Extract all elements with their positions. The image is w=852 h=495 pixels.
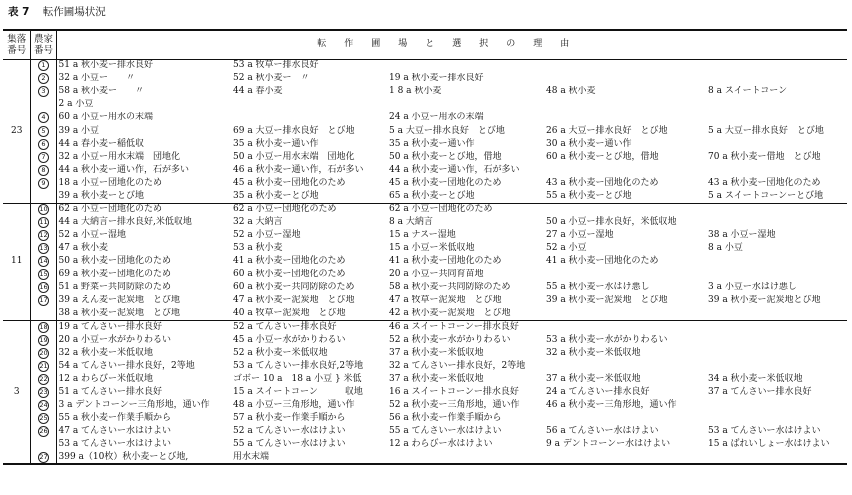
reason-cell-2: 53 a てんさいー排水良好,2等地: [233, 360, 364, 371]
reason-cell-1: 39 a 秋小麦ーとび地: [56, 190, 231, 203]
reason-cell-1: 44 a 春小麦ー稲低収: [58, 138, 145, 149]
farm-number-badge: 19: [39, 335, 48, 344]
reason-cell-3: 42 a 秋小麦ー泥炭地 とび地: [387, 308, 544, 321]
reason-cell-4: 56 a てんさいー水はけよい: [546, 425, 659, 436]
reason-cell-5: [706, 112, 847, 125]
reason-cell-4: 27 a 小豆ー湿地: [546, 230, 614, 241]
table-row: [3, 295, 847, 308]
reason-cell-2: 47 a 秋小麦ー泥炭地 とび地: [233, 295, 355, 306]
farm-number: [30, 438, 56, 451]
table-row: [3, 425, 847, 438]
reason-cell-5: [706, 138, 847, 151]
reason-cell-1: 399 a（10枚）秋小麦ーとび地,: [56, 451, 231, 464]
reason-cell-3: 16 a スイートコーンー排水良好: [389, 386, 519, 397]
reason-cell-1: 50 a 秋小麦ー団地化のため: [58, 256, 172, 267]
reason-cell-4: 48 a 秋小麦: [546, 86, 596, 97]
reason-cell-1: 39 a 小豆: [58, 125, 100, 136]
reason-cell-2: 32 a 大納言: [233, 216, 283, 227]
reason-cell-4: [544, 451, 706, 464]
farm-number-badge: 27: [39, 452, 48, 461]
reason-cell-4: 24 a てんさいー排水良好: [546, 386, 650, 397]
farm-number-badge: 5: [38, 126, 49, 137]
farm-number: [30, 60, 56, 73]
reason-cell-1: 18 a 小豆ー団地化のため: [58, 177, 163, 188]
reason-cell-2: 60 a 秋小麦ー団地化のため: [233, 269, 346, 280]
table-row: [3, 282, 847, 295]
farm-number-badge: 2: [38, 73, 49, 84]
reason-cell-1: 19 a てんさいー排水良好: [58, 321, 163, 332]
reason-cell-2: 55 a てんさいー水はけよい: [233, 439, 346, 450]
reason-cell-5: [706, 164, 847, 177]
farm-number: [30, 295, 56, 308]
reason-cell-5: [706, 399, 847, 412]
reason-cell-5: [706, 360, 847, 373]
reason-cell-2: 41 a 秋小麦ー団地化のため: [233, 256, 346, 267]
farm-number: [30, 425, 56, 438]
farm-number: [30, 255, 56, 268]
table-row: [3, 412, 847, 425]
reason-cell-3: 47 a 牧草ー泥炭地 とび地: [389, 295, 502, 306]
table-row: [3, 451, 847, 464]
table-row: [3, 438, 847, 451]
farm-number-badge: 6: [38, 139, 49, 150]
reason-cell-2: 48 a 小豆ー三角形地，通い作: [233, 399, 355, 410]
reason-cell-3: 46 a スイートコーンー排水良好: [389, 321, 519, 332]
table-body: [3, 60, 847, 465]
village-number: 11: [3, 203, 30, 321]
reason-cell-5: 8 a 小豆: [708, 243, 743, 254]
farm-number: [30, 269, 56, 282]
table-row: [3, 321, 847, 334]
reason-cell-1: 39 a えん麦ー泥炭地 とび地: [58, 295, 181, 306]
table-row: [3, 86, 847, 99]
reason-cell-3: 41 a 秋小麦ー団地化のため: [389, 256, 502, 267]
reason-cell-3: 32 a てんさいー排水良好，2等地: [389, 360, 526, 371]
farm-number: [30, 164, 56, 177]
table-row: [3, 373, 847, 386]
table-row: [3, 269, 847, 282]
reason-cell-3: 56 a 秋小麦ー作業手順から: [389, 412, 502, 423]
header-farm-number: 農家 番号: [30, 30, 56, 60]
reason-cell-3: [387, 60, 544, 73]
farm-number: [30, 242, 56, 255]
reason-cell-3: 15 a 小豆ー米低収地: [389, 243, 475, 254]
reason-cell-1: 51 a てんさいー排水良好: [58, 386, 163, 397]
farm-number: [30, 399, 56, 412]
table-row: [3, 255, 847, 268]
reason-cell-4: 43 a 秋小麦ー団地化のため: [546, 177, 659, 188]
reason-cell-2: 50 a 小豆ー用水末端 団地化: [233, 151, 355, 162]
reason-cell-3: 52 a 秋小麦ー三角形地，通い作: [389, 399, 520, 410]
reason-cell-5: [706, 216, 847, 229]
farm-number: [30, 451, 56, 464]
reason-cell-4: 26 a 大豆ー排水良好 とび地: [546, 125, 668, 136]
farm-number: [30, 321, 56, 334]
reason-cell-5: [706, 334, 847, 347]
reason-cell-1: 52 a 小豆ー湿地: [58, 230, 127, 241]
farm-number: [30, 386, 56, 399]
reason-cell-4: 53 a 秋小麦ー水がかりわるい: [546, 334, 668, 345]
reason-cell-2: 45 a 小豆ー水がかりわるい: [233, 334, 346, 345]
farm-number-badge: 9: [38, 178, 49, 189]
reason-cell-2: 46 a 秋小麦ー通い作，石が多い: [233, 164, 364, 175]
table-row: [3, 308, 847, 321]
table-row: [3, 151, 847, 164]
farm-number-badge: 17: [39, 296, 48, 305]
reason-cell-1: 54 a てんさいー排水良好，2等地: [58, 360, 195, 371]
reason-cell-4: 55 a 秋小麦ーとび地: [544, 190, 706, 203]
reason-cell-4: 41 a 秋小麦ー団地化のため: [546, 256, 659, 267]
farm-number: [30, 308, 56, 321]
farm-number-badge: 11: [39, 217, 48, 226]
farm-number-badge: 20: [39, 348, 48, 357]
reason-cell-4: [544, 112, 706, 125]
reason-cell-4: 60 a 秋小麦ーとび地，借地: [546, 151, 659, 162]
reason-cell-1: 69 a 秋小麦ー団地化のため: [58, 269, 172, 280]
reason-cell-5: [706, 73, 847, 86]
farm-number-badge: 22: [39, 374, 48, 383]
farm-number: [30, 73, 56, 86]
farm-number: [30, 99, 56, 112]
reason-cell-1: 55 a 秋小麦ー作業手順から: [58, 412, 172, 423]
farm-number: [30, 216, 56, 229]
farm-number-badge: 7: [38, 152, 49, 163]
reason-cell-2: 69 a 大豆ー排水良好 とび地: [233, 125, 355, 136]
reason-cell-4: [544, 203, 706, 216]
table-row: [3, 164, 847, 177]
reason-cell-2: 45 a 秋小麦ー団地化のため: [233, 177, 346, 188]
reason-cell-1: 38 a 秋小麦ー泥炭地 とび地: [56, 308, 231, 321]
reason-cell-3: 52 a 秋小麦ー水がかりわるい: [389, 334, 511, 345]
reason-cell-1: 44 a 大納言ー排水良好,米低収地: [58, 216, 192, 227]
farm-number: [30, 138, 56, 151]
farm-number-badge: 25: [39, 413, 48, 422]
table-row: [3, 177, 847, 190]
reason-cell-5: [706, 412, 847, 425]
reason-cell-3: 55 a てんさいー水はけよい: [389, 425, 502, 436]
reason-cell-1: 51 a 野菜ー共同防除のため: [58, 282, 172, 293]
reason-cell-3: 5 a 大豆ー排水良好 とび地: [389, 125, 505, 136]
header-row: [3, 30, 847, 60]
reason-cell-4: [544, 412, 706, 425]
reason-cell-5: 3 a 小豆ー水はけ悪し: [708, 282, 797, 293]
reason-cell-5: 39 a 秋小麦ー泥炭地とび地: [708, 295, 821, 306]
farm-number-badge: 10: [39, 205, 48, 214]
reason-cell-4: 50 a 小豆ー排水良好，米低収地: [546, 216, 677, 227]
farm-number: [30, 125, 56, 138]
reason-cell-4: [544, 164, 706, 177]
header-reason: 転作圃場と選択の理由: [56, 30, 847, 60]
reason-cell-5: 5 a スイートコーンーとび地: [706, 190, 847, 203]
reason-cell-1: 12 a わらびー米低収地: [58, 373, 154, 384]
farm-number: [30, 203, 56, 216]
reason-cell-5: [706, 203, 847, 216]
reason-cell-5: 70 a 秋小麦ー借地 とび地: [708, 151, 821, 162]
farm-number: [30, 282, 56, 295]
farm-number: [30, 229, 56, 242]
reason-cell-4: [544, 308, 706, 321]
table-row: [3, 203, 847, 216]
reason-cell-2: 57 a 秋小麦ー作業手順から: [233, 412, 346, 423]
farm-number-badge: 8: [38, 165, 49, 176]
reason-cell-3: [387, 451, 544, 464]
reason-cell-1: 2 a 小豆: [58, 99, 94, 110]
farm-number-badge: 26: [39, 426, 48, 435]
farm-number: [30, 347, 56, 360]
reason-cell-1: 44 a 秋小麦ー通い作，石が多い: [58, 164, 190, 175]
reason-cell-2: 35 a 秋小麦ー通い作: [233, 138, 319, 149]
reason-cell-4: 30 a 秋小麦ー通い作: [546, 138, 632, 149]
farm-number-badge: 12: [39, 231, 48, 240]
reason-cell-5: 8 a スイートコーン: [708, 86, 788, 97]
farm-number-badge: 18: [39, 322, 48, 331]
farm-number-badge: 23: [39, 387, 48, 396]
farm-number: [30, 112, 56, 125]
reason-cell-5: [706, 99, 847, 112]
table-row: [3, 229, 847, 242]
reason-cell-1: 3 a デントコーンー三角形地，通い作: [58, 399, 210, 410]
farm-number-badge: 3: [38, 86, 49, 97]
reason-cell-1: 32 a 秋小麦ー米低収地: [58, 347, 154, 358]
farm-number: [30, 360, 56, 373]
reason-cell-2: ゴボー 10 a 18 a 小豆 } 米低: [233, 373, 362, 384]
reason-cell-3: 37 a 秋小麦ー米低収地: [389, 373, 484, 384]
reason-cell-5: [706, 321, 847, 334]
reason-cell-2: 52 a 小豆ー湿地: [233, 230, 301, 241]
reason-cell-5: [706, 269, 847, 282]
reason-cell-3: 65 a 秋小麦ーとび地: [387, 190, 544, 203]
reason-cell-3: 44 a 秋小麦ー通い作，石が多い: [389, 164, 520, 175]
farm-number: [30, 373, 56, 386]
table-row: [3, 99, 847, 112]
reason-cell-3: 20 a 小豆ー共同育苗地: [389, 269, 484, 280]
reason-cell-3: 58 a 秋小麦ー共同防除のため: [389, 282, 511, 293]
reason-cell-5: 37 a てんさいー排水良好: [708, 386, 812, 397]
reason-cell-4: [544, 360, 706, 373]
reason-cell-4: [544, 99, 706, 112]
farm-number: [30, 86, 56, 99]
reason-cell-1: 47 a てんさいー水はけよい: [58, 425, 172, 436]
reason-cell-4: 55 a 秋小麦ー水はけ悪し: [546, 282, 650, 293]
header-village-number: 集落 番号: [3, 30, 30, 60]
reason-cell-3: [387, 99, 544, 112]
reason-cell-2: 40 a 牧草ー泥炭地 とび地: [231, 308, 387, 321]
reason-cell-4: [544, 269, 706, 282]
reason-cell-2: 44 a 春小麦: [233, 86, 283, 97]
reason-cell-3: 19 a 秋小麦ー排水良好: [389, 73, 484, 84]
reason-cell-5: 38 a 小豆ー湿地: [708, 230, 776, 241]
reason-cell-1: 60 a 小豆ー用水の末端: [58, 112, 154, 123]
reason-cell-2: [231, 112, 387, 125]
table-row: [3, 399, 847, 412]
table-row: [3, 347, 847, 360]
reason-cell-3: 50 a 秋小麦ーとび地，借地: [389, 151, 502, 162]
reason-cell-3: 8 a 大納言: [389, 216, 433, 227]
reason-cell-3: 35 a 秋小麦ー通い作: [389, 138, 475, 149]
reason-cell-3: 1 8 a 秋小麦: [389, 86, 442, 97]
table-row: [3, 386, 847, 399]
village-number: 3: [3, 321, 30, 465]
reason-cell-1: 53 a てんさいー水はけよい: [58, 439, 172, 450]
reason-cell-5: [706, 255, 847, 268]
farm-number: [30, 190, 56, 203]
reason-cell-2: [231, 99, 387, 112]
reason-cell-1: 32 a 小豆ー用水末端 団地化: [58, 151, 181, 162]
reason-cell-5: [706, 451, 847, 464]
reason-cell-5: [706, 60, 847, 73]
farm-number: [30, 334, 56, 347]
reason-cell-2: 15 a スイートコーン 収地: [233, 386, 363, 397]
table-row: [3, 242, 847, 255]
farm-number: [30, 177, 56, 190]
reason-cell-2: 52 a てんさいー水はけよい: [233, 425, 346, 436]
reason-cell-3: 45 a 秋小麦ー団地化のため: [389, 177, 502, 188]
reason-cell-4: [544, 321, 706, 334]
reason-cell-4: 39 a 秋小麦ー泥炭地 とび地: [546, 295, 668, 306]
reason-cell-5: [706, 308, 847, 321]
table-row: [3, 138, 847, 151]
table-title: 転作圃場状況: [42, 6, 106, 18]
farm-number-badge: 1: [38, 60, 49, 71]
reason-cell-5: 34 a 秋小麦ー米低収地: [708, 373, 803, 384]
reason-cell-2: 35 a 秋小麦ーとび地: [231, 190, 387, 203]
table-row: [3, 334, 847, 347]
reason-cell-1: 51 a 秋小麦ー排水良好: [58, 60, 154, 71]
farm-number-badge: 15: [39, 270, 48, 279]
table-row: [3, 190, 847, 203]
reason-cell-4: [544, 60, 706, 73]
reason-cell-2: 52 a 秋小麦ー米低収地: [233, 347, 328, 358]
reason-cell-3: 15 a ナスー湿地: [389, 230, 456, 241]
farm-number-badge: 13: [39, 244, 48, 253]
reason-cell-2: 52 a てんさいー排水良好: [233, 321, 337, 332]
farmland-conversion-table: [3, 29, 847, 465]
reason-cell-2: 53 a 秋小麦: [233, 243, 283, 254]
reason-cell-3: 24 a 小豆ー用水の末端: [389, 112, 484, 123]
table-row: [3, 73, 847, 86]
farm-number-badge: 16: [39, 283, 48, 292]
reason-cell-1: 20 a 小豆ー水がかりわるい: [58, 334, 172, 345]
reason-cell-5: 53 a てんさいー水はけよい: [708, 425, 821, 436]
reason-cell-4: 46 a 秋小麦ー三角形地，通い作: [546, 399, 677, 410]
reason-cell-5: 43 a 秋小麦ー団地化のため: [708, 177, 821, 188]
table-row: [3, 60, 847, 73]
village-number: 23: [3, 60, 30, 204]
reason-cell-2: 52 a 秋小麦ー 〃: [233, 73, 310, 84]
reason-cell-1: 32 a 小豆ー 〃: [58, 73, 136, 84]
reason-cell-2: 53 a 牧草ー排水良好: [233, 60, 319, 71]
reason-cell-1: 62 a 小豆ー団地化のため: [58, 204, 163, 215]
farm-number-badge: 21: [39, 361, 48, 370]
reason-cell-4: 9 a デントコーンー水はけよい: [546, 439, 671, 450]
reason-cell-2: 62 a 小豆ー団地化のため: [233, 204, 337, 215]
reason-cell-4: 37 a 秋小麦ー米低収地: [546, 373, 641, 384]
reason-cell-3: 12 a わらびー水はけよい: [389, 439, 493, 450]
reason-cell-2: 60 a 秋小麦ー共同防除のため: [233, 282, 355, 293]
farm-number: [30, 412, 56, 425]
reason-cell-1: 58 a 秋小麦ー 〃: [58, 86, 145, 97]
reason-cell-4: 32 a 秋小麦ー米低収地: [546, 347, 641, 358]
table-number: 表 7: [8, 6, 30, 18]
reason-cell-3: 62 a 小豆ー団地化のため: [389, 204, 493, 215]
table-row: [3, 216, 847, 229]
farm-number: [30, 151, 56, 164]
reason-cell-3: 37 a 秋小麦ー米低収地: [389, 347, 484, 358]
reason-cell-2: 用水末端: [231, 451, 387, 464]
farm-number-badge: 14: [39, 257, 48, 266]
table-row: [3, 125, 847, 138]
reason-cell-5: 15 a ばれいしょー水はけよい: [708, 439, 830, 450]
reason-cell-4: 52 a 小豆: [546, 243, 587, 254]
reason-cell-5: [706, 347, 847, 360]
reason-cell-5: 5 a 大豆ー排水良好 とび地: [708, 125, 824, 136]
farm-number-badge: 24: [39, 400, 48, 409]
table-caption: [8, 4, 106, 19]
reason-cell-1: 47 a 秋小麦: [58, 243, 109, 254]
reason-cell-4: [544, 73, 706, 86]
table-row: [3, 112, 847, 125]
table-row: [3, 360, 847, 373]
farm-number-badge: 4: [38, 112, 49, 123]
